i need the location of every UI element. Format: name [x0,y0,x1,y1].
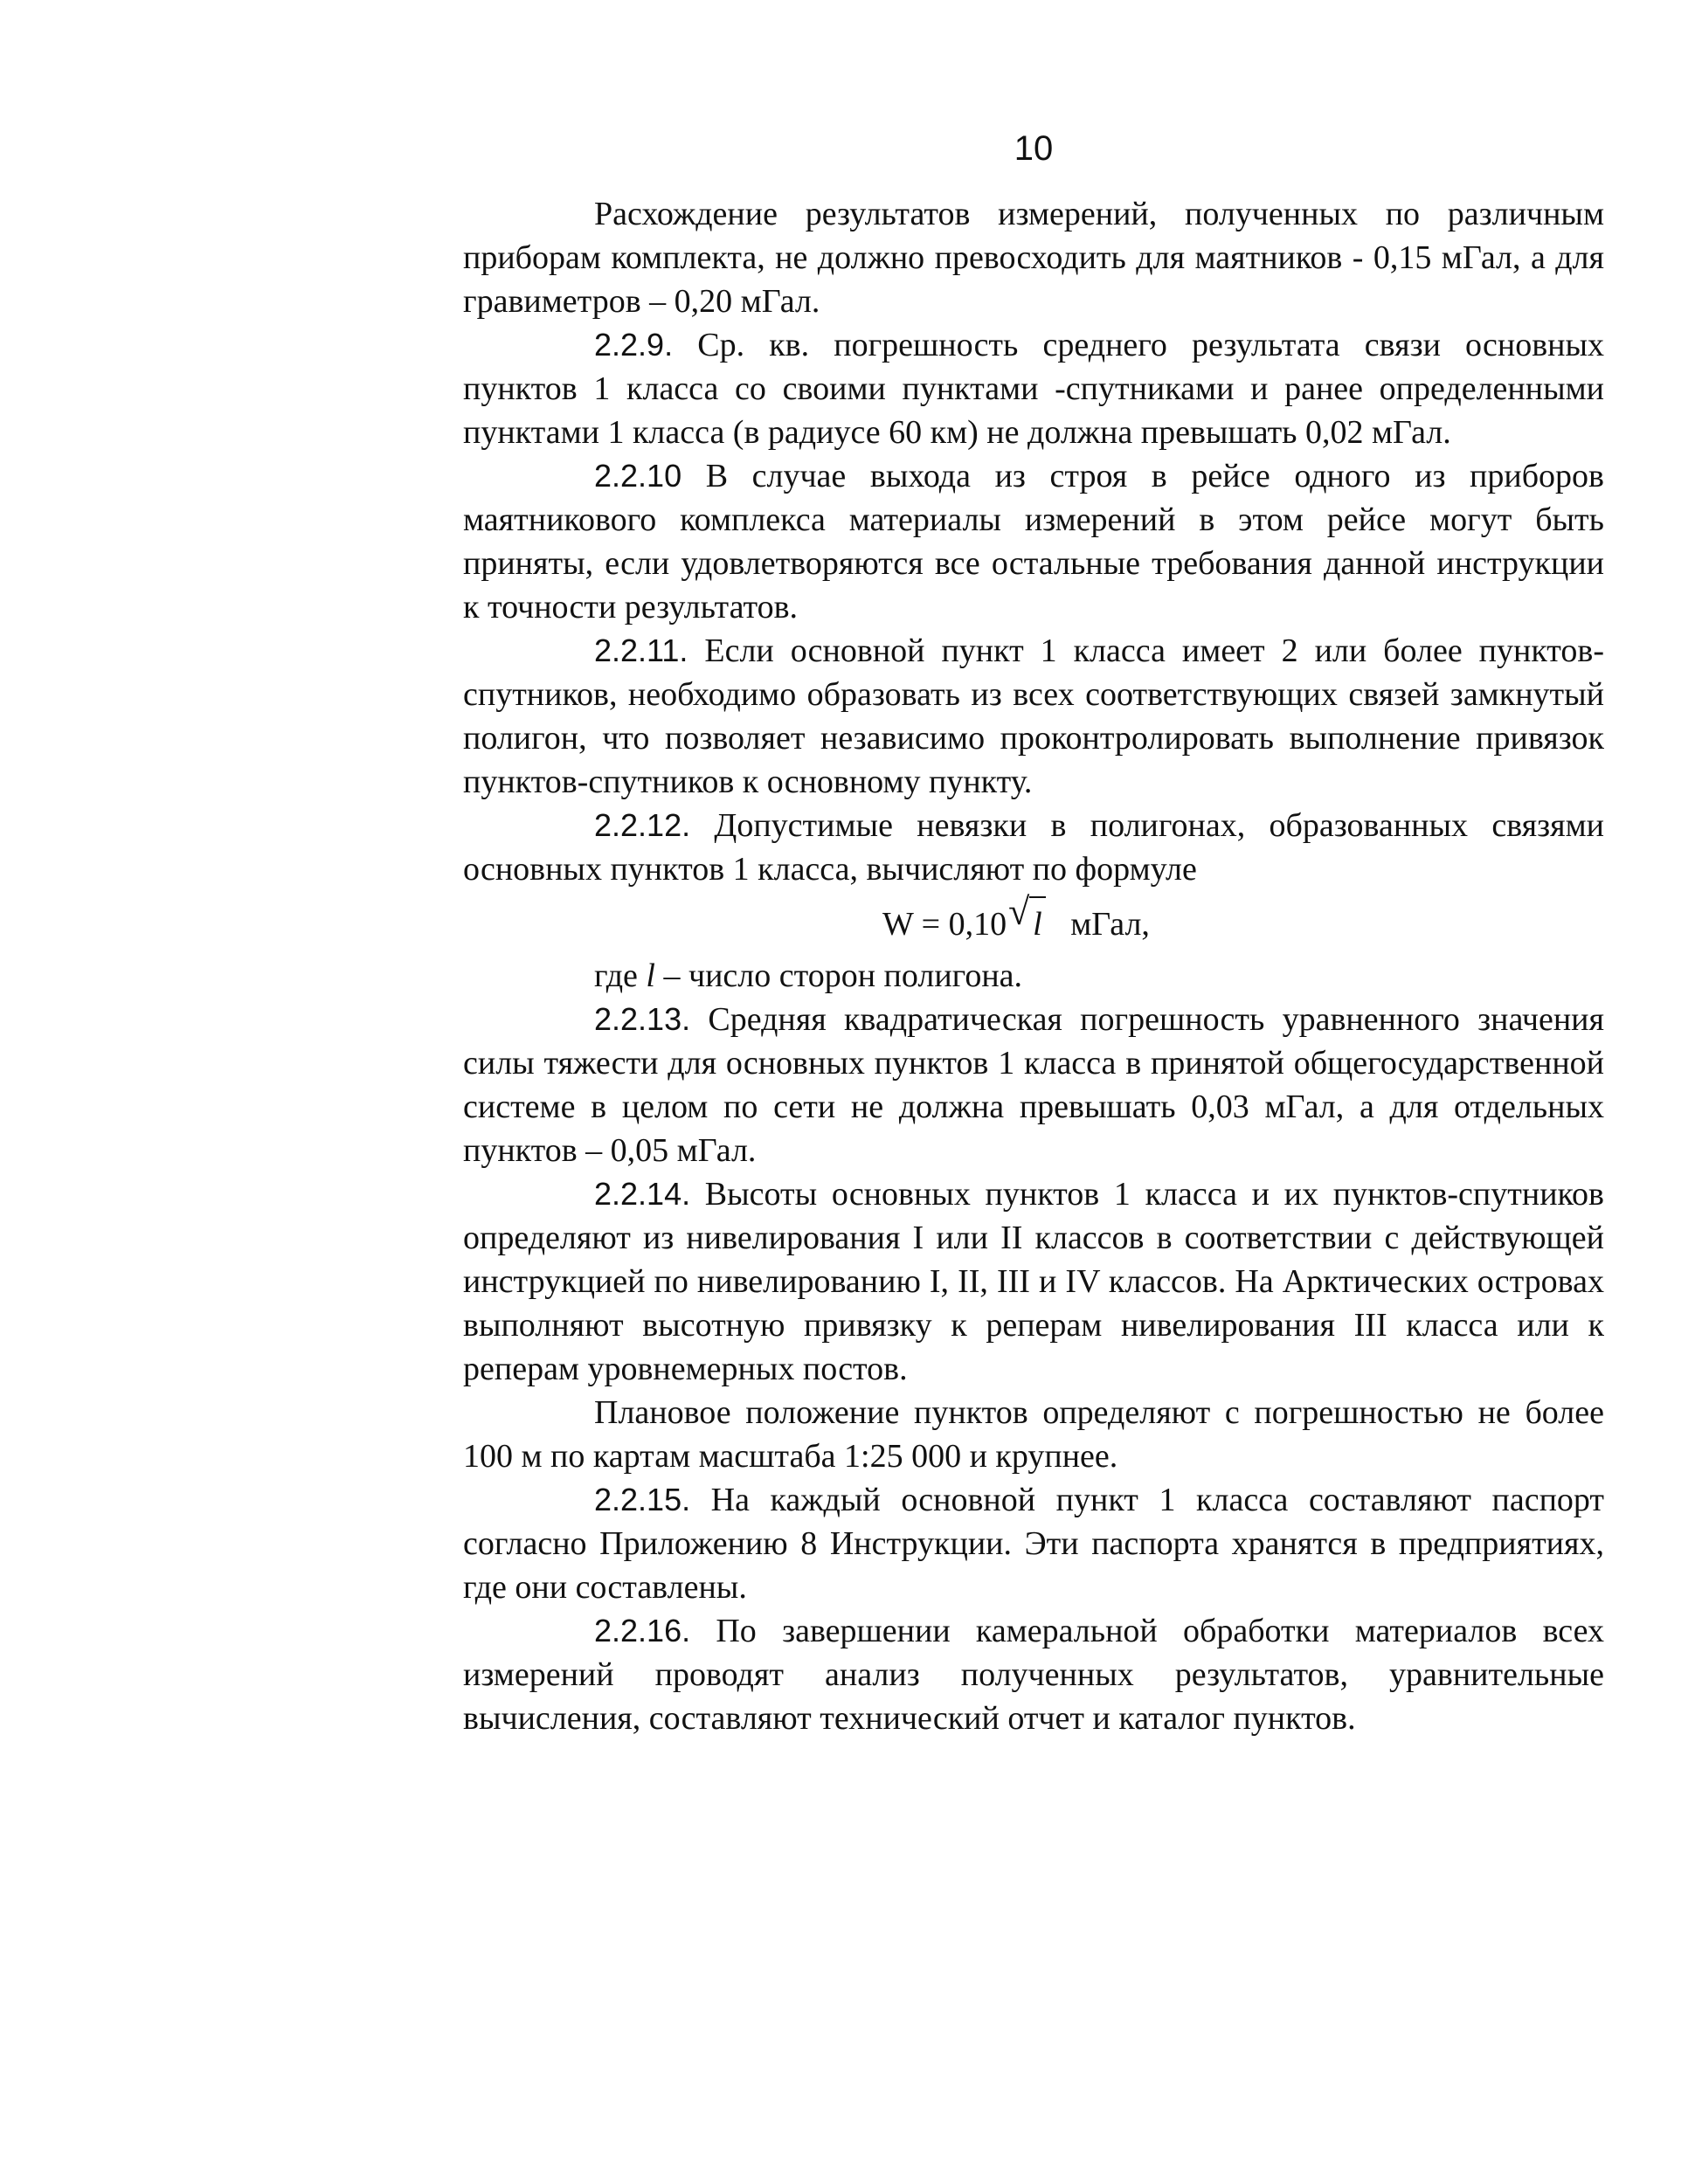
page-number: 10 [1014,129,1054,168]
paragraph-2-2-11 [463,629,1604,804]
clause-number: 2.2.16. [594,1613,691,1648]
where-prefix: где [594,957,638,994]
paragraph-2-2-13 [463,998,1604,1172]
paragraph-text: По завершении камеральной обработки материалов всех измерений проводят анализ полученных результатов, уравнительные вычисления, составляют технический отчет и каталог пунктов. [463,1613,1604,1737]
clause-number: 2.2.14. [594,1176,691,1212]
clause-number: 2.2.15. [594,1482,691,1517]
formula-left: W = 0,10 [882,906,1007,943]
paragraph-2-2-9 [463,323,1604,454]
paragraph-planar-position [463,1391,1604,1478]
paragraph-2-2-15 [463,1478,1604,1609]
clause-number: 2.2.13. [594,1001,691,1037]
paragraph-2-2-16 [463,1609,1604,1740]
formula [463,890,1604,950]
clause-number: 2.2.10 [594,458,682,494]
radical-sign-icon: √ [1008,890,1030,933]
paragraph-text: На каждый основной пункт 1 класса составляют паспорт согласно Приложению 8 Инструкции. Эти паспорта хранятся в предприятиях, где они составлены. [463,1482,1605,1606]
where-text: – число сторон полигона. [663,957,1023,994]
formula-variable: l [1029,896,1046,950]
clause-number: 2.2.9. [594,327,674,363]
clause-number: 2.2.11. [594,632,688,668]
paragraph-2-2-14 [463,1172,1604,1391]
paragraph-text: Расхождение результатов измерений, полученных по различным приборам комплекта, не должно превосходить для маятников - 0,15 мГал, а для гравиметров – 0,20 мГал. [463,196,1604,320]
document-page [463,131,1604,1740]
formula-unit: мГал, [1070,906,1150,943]
formula-explanation [463,954,1604,998]
paragraph-text: Допустимые невязки в полигонах, образованных связями основных пунктов 1 класса, вычисляют по формуле [463,807,1605,888]
paragraph-text: Средняя квадратическая погрешность уравненного значения силы тяжести для основных пунктов 1 класса в принятой общегосударственной системе в целом по сети не должна превышать 0,03 мГал, а для отдельных пунктов – 0,05 мГал. [463,1001,1604,1169]
paragraph-discrepancy [463,192,1604,323]
paragraph-text: Плановое положение пунктов определяют с погрешностью не более 100 м по картам масштаба 1:25 000 и крупнее. [463,1394,1604,1475]
paragraph-text: Высоты основных пунктов 1 класса и их пунктов-спутников определяют из нивелирования I или II классов в соответствии с действующей инструкцией по нивелированию I, II, III и IV классов. На Арктических островах выполняют высотную привязку к реперам нивелирования III класса или к реперам уровнемерных постов. [463,1176,1604,1387]
paragraph-text: Если основной пункт 1 класса имеет 2 или более пунктов-спутников, необходимо образовать из всех соответствующих связей замкнутый полигон, что позволяет независимо проконтролировать выполнение привязок пунктов-спутников к основному пункту. [463,632,1605,800]
paragraph-text: В случае выхода из строя в рейсе одного из приборов маятникового комплекса материалы измерений в этом рейсе могут быть приняты, если удовлетворяются все остальные требования данной инструкции к точности результатов. [463,458,1604,625]
where-variable: l [646,957,655,994]
paragraph-text: Ср. кв. погрешность среднего результата связи основных пунктов 1 класса со своими пунктами -спутниками и ранее определенными пунктами 1 класса (в радиусе 60 км) не должна превышать 0,02 мГал. [463,327,1604,451]
clause-number: 2.2.12. [594,807,691,843]
square-root [1008,890,1046,950]
paragraph-2-2-10 [463,454,1604,629]
paragraph-2-2-12 [463,804,1604,891]
